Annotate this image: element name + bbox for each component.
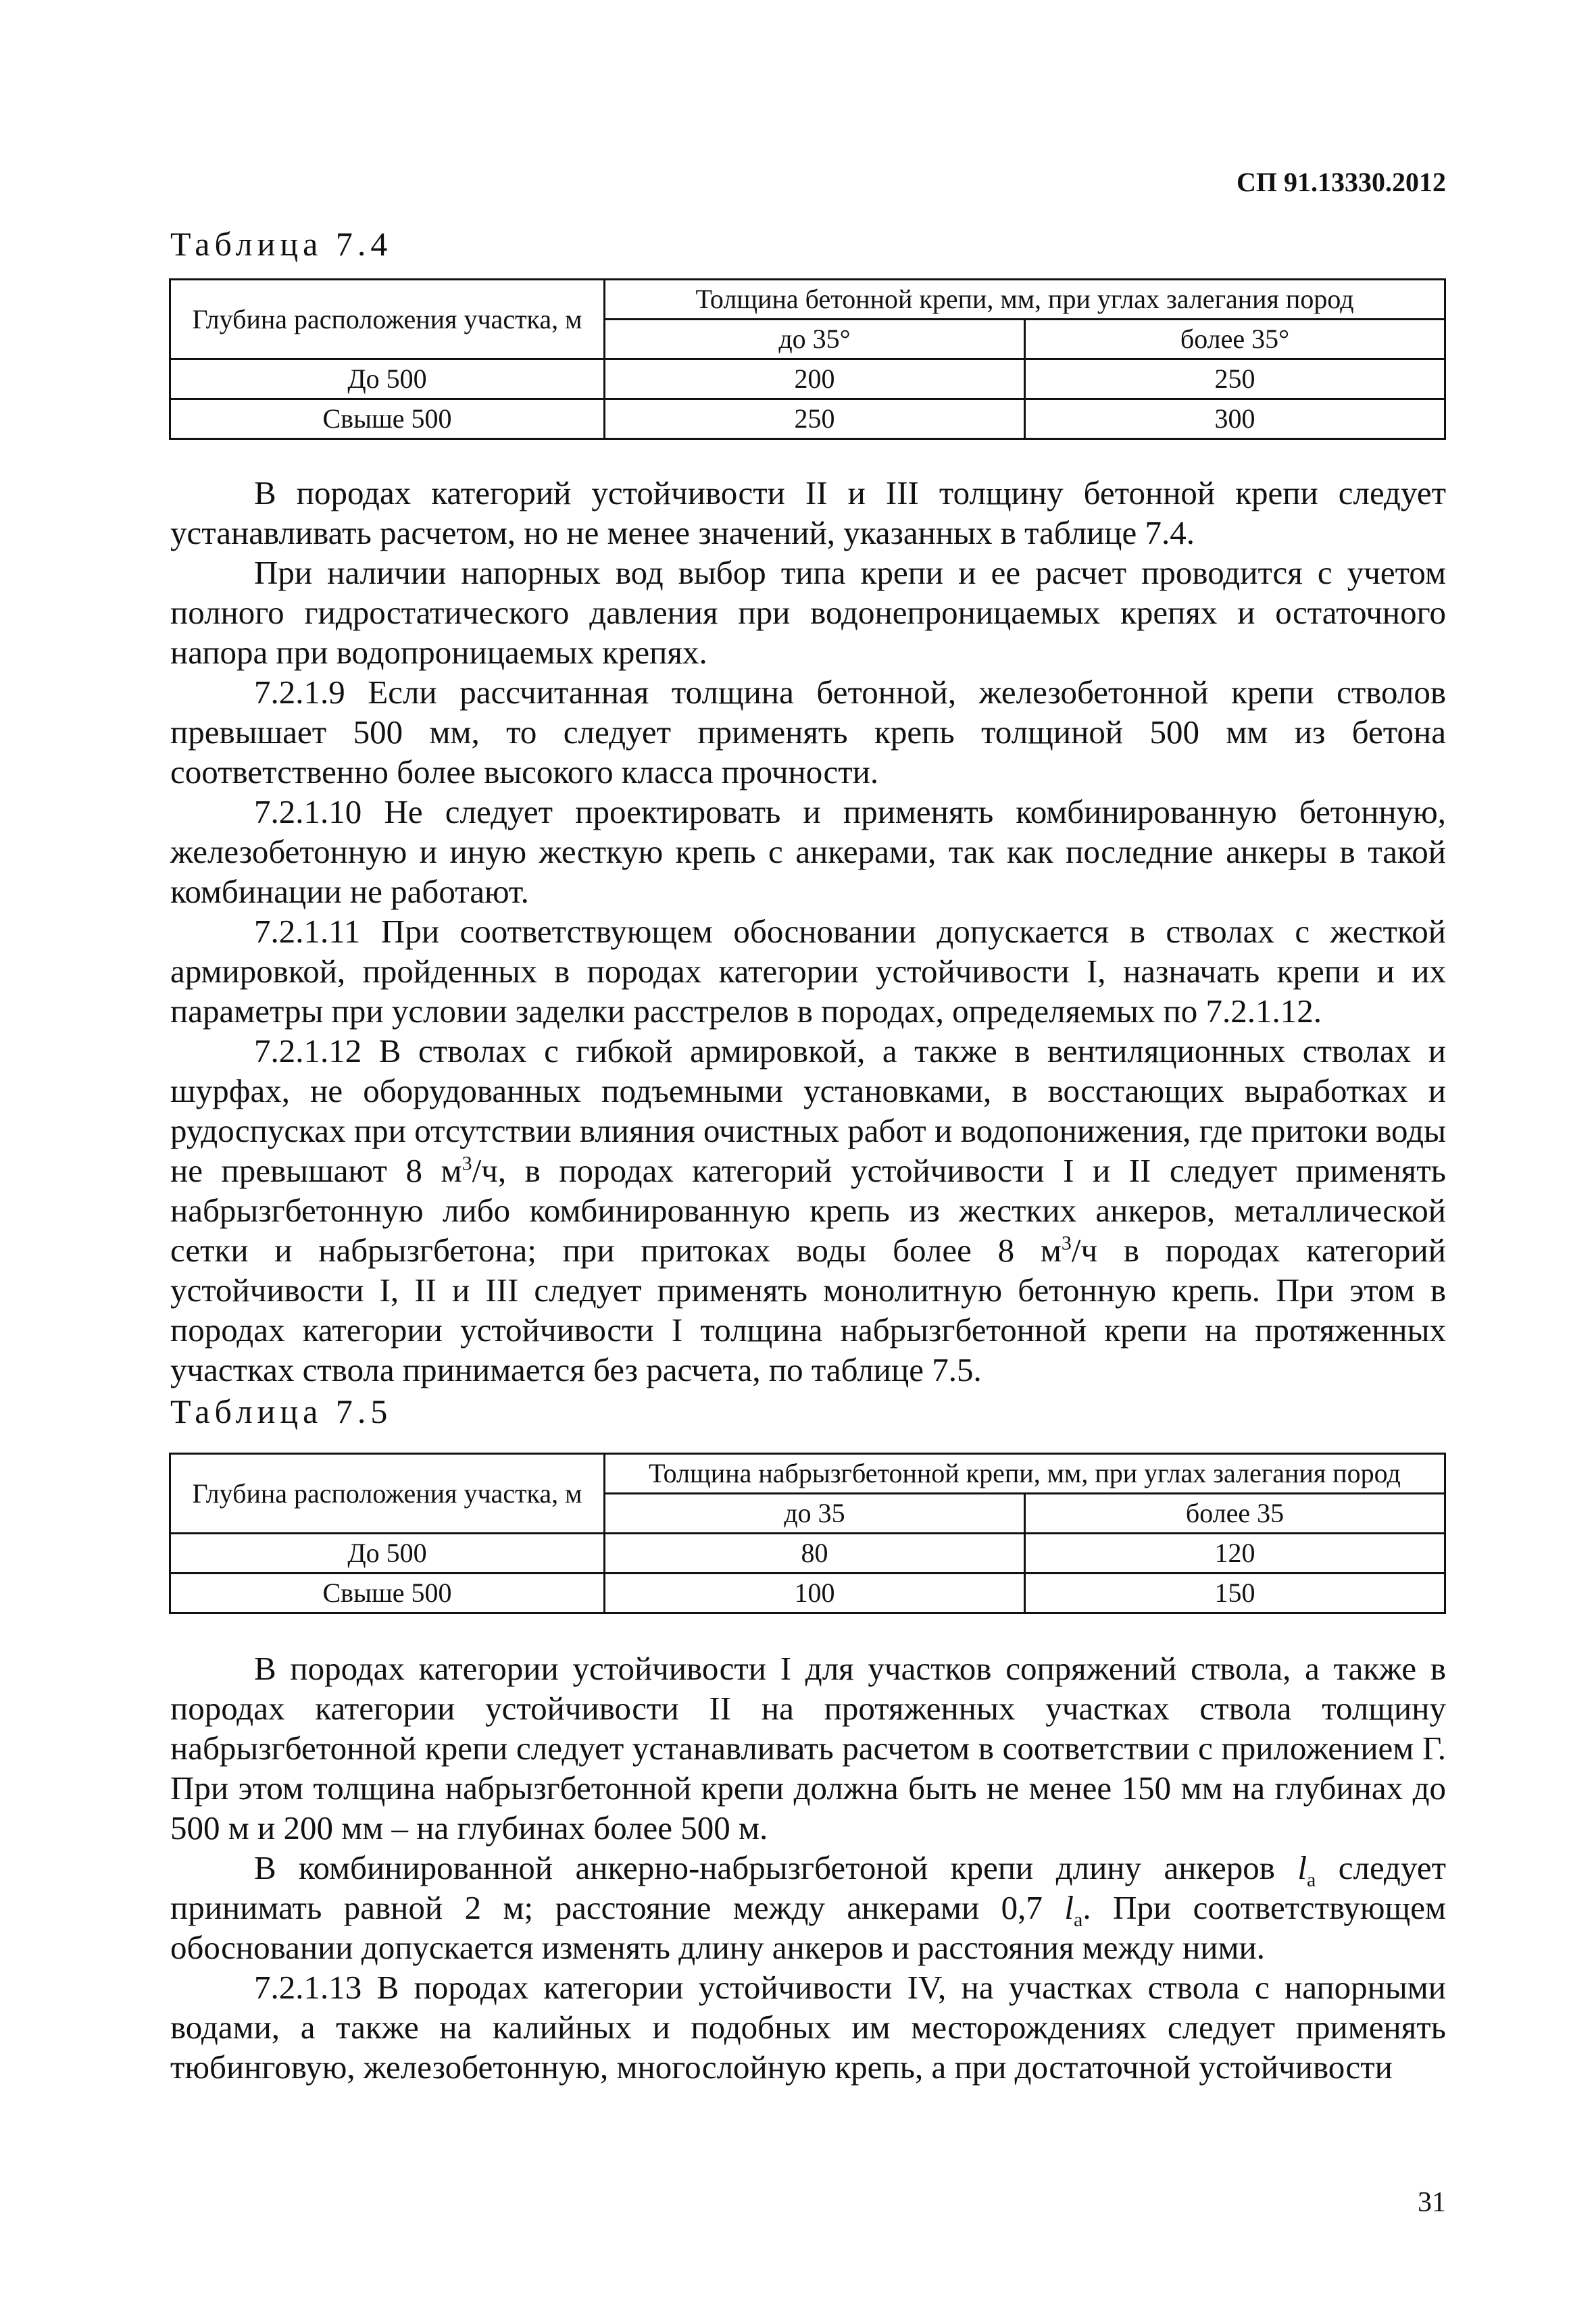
- paragraph-anchor-length: [170, 1848, 1446, 1967]
- variable-l: l: [1064, 1889, 1074, 1926]
- text-run: следует принимать равной 2 м; расстояние между анкерами 0,7: [170, 1849, 1446, 1926]
- table-row: [170, 359, 1445, 399]
- table-row: [170, 399, 1445, 439]
- text-run: /ч в породах категорий устойчивости I, II и III следует применять монолитную бетонную крепь. При этом в породах категории устойчивости I толщина набрызгбетонной крепи на протяженных участках ствола принимается без расчета, по таблице 7.5.: [170, 1232, 1446, 1388]
- table-cell-value: 80: [605, 1534, 1025, 1574]
- text-run: . При соответствующем обосновании допускается изменять длину анкеров и расстояния между ними.: [170, 1889, 1446, 1966]
- table-cell-depth: Свыше 500: [170, 1574, 605, 1613]
- table-cell-depth: До 500: [170, 1534, 605, 1574]
- table-7-5-subheader-a: до 35: [605, 1494, 1025, 1534]
- table-7-5: [169, 1453, 1446, 1614]
- subscript: а: [1306, 1868, 1316, 1891]
- paragraph: При наличии напорных вод выбор типа крепи и ее расчет проводится с учетом полного гидростатического давления при водонепроницаемых крепях и остаточного напора при водопроницаемых крепях.: [170, 554, 1446, 671]
- table-row: [170, 1534, 1445, 1574]
- table-cell-value: 250: [1025, 359, 1445, 399]
- variable-l: l: [1297, 1849, 1307, 1886]
- table-cell-depth: Свыше 500: [170, 399, 605, 439]
- paragraph: 7.2.1.13 В породах категории устойчивости IV, на участках ствола с напорными водами, а также на калийных и подобных им месторождениях следует применять тюбинговую, железобетонную, многослойную крепь, а при достаточной устойчивости: [170, 1969, 1446, 2086]
- body-text-1: [170, 473, 1446, 1390]
- table-7-4-header-depth: Глубина расположения участка, м: [170, 280, 605, 359]
- body-text-2: [170, 1649, 1446, 2087]
- table-7-4-header-group: Толщина бетонной крепи, мм, при углах залегания пород: [605, 280, 1445, 320]
- table-cell-value: 200: [605, 359, 1025, 399]
- paragraph: 7.2.1.11 При соответствующем обосновании допускается в стволах с жесткой армировкой, пройденных в породах категории устойчивости I, назначать крепи и их параметры при условии заделки расстрелов в породах, определяемых по 7.2.1.12.: [170, 913, 1446, 1030]
- table-7-5-header-depth: Глубина расположения участка, м: [170, 1454, 605, 1534]
- table-7-5-header-group: Толщина набрызгбетонной крепи, мм, при углах залегания пород: [605, 1454, 1445, 1494]
- table-7-5-caption: Таблица 7.5: [170, 1392, 393, 1430]
- page-number: 31: [1418, 2187, 1446, 2218]
- paragraph: В породах категории устойчивости I для участков сопряжений ствола, а также в породах категории устойчивости II на протяженных участках ствола толщину набрызгбетонной крепи следует устанавливать расчетом в соответствии с приложением Г. При этом толщина набрызгбетонной крепи должна быть не менее 150 мм на глубинах до 500 м и 200 мм – на глубинах более 500 м.: [170, 1650, 1446, 1846]
- paragraph: В породах категорий устойчивости II и III толщину бетонной крепи следует устанавливать расчетом, но не менее значений, указанных в таблице 7.4.: [170, 474, 1446, 551]
- table-cell-depth: До 500: [170, 359, 605, 399]
- table-7-4: [169, 278, 1446, 440]
- text-run: 7.2.1.12 В стволах с гибкой армировкой, а также в вентиляционных стволах и шурфах, не оборудованных подъемными установками, в восстающих выработках и рудоспусках при отсутствии влияния очистных работ и водопонижения, где притоки воды не превышают 8 м: [170, 1032, 1446, 1189]
- table-7-4-caption: Таблица 7.4: [170, 225, 393, 263]
- table-cell-value: 100: [605, 1574, 1025, 1613]
- table-cell-value: 150: [1025, 1574, 1445, 1613]
- table-cell-value: 250: [605, 399, 1025, 439]
- table-row: [170, 1574, 1445, 1613]
- paragraph: 7.2.1.9 Если рассчитанная толщина бетонной, железобетонной крепи стволов превышает 500 мм, то следует применять крепь толщиной 500 мм из бетона соответственно более высокого класса прочности.: [170, 674, 1446, 790]
- table-7-5-subheader-b: более 35: [1025, 1494, 1445, 1534]
- table-7-4-subheader-b: более 35°: [1025, 320, 1445, 359]
- paragraph-7-2-1-12: [170, 1031, 1446, 1390]
- subscript: а: [1074, 1908, 1083, 1931]
- table-cell-value: 300: [1025, 399, 1445, 439]
- text-run: /ч, в породах категорий устойчивости I и II следует применять набрызгбетонную либо комбинированную крепь из жестких анкеров, металлической сетки и набрызгбетона; при притоках воды более 8 м: [170, 1152, 1446, 1269]
- superscript: 3: [462, 1152, 472, 1175]
- table-cell-value: 120: [1025, 1534, 1445, 1574]
- document-code: СП 91.13330.2012: [1237, 167, 1446, 197]
- table-7-4-subheader-a: до 35°: [605, 320, 1025, 359]
- paragraph: 7.2.1.10 Не следует проектировать и применять комбинированную бетонную, железобетонную и иную жесткую крепь с анкерами, так как последние анкеры в такой комбинации не работают.: [170, 793, 1446, 910]
- superscript: 3: [1061, 1232, 1072, 1255]
- text-run: В комбинированной анкерно-набрызгбетоной крепи длину анкеров: [254, 1849, 1298, 1886]
